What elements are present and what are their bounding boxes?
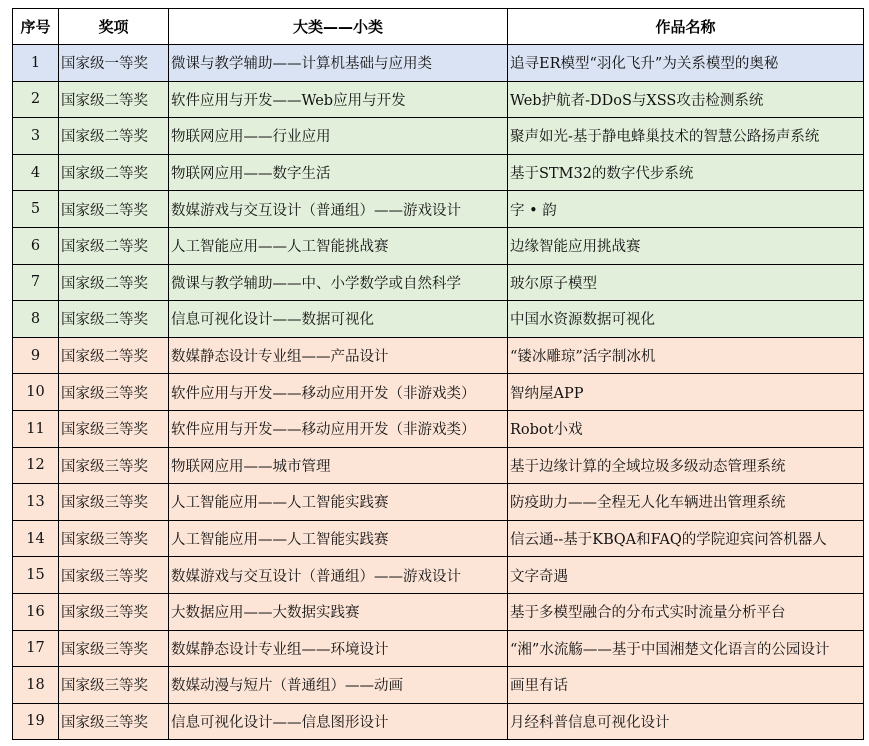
- cell-no: 12: [13, 447, 59, 484]
- cell-award: 国家级二等奖: [59, 154, 169, 191]
- header-award: 奖项: [59, 9, 169, 45]
- table-row: [13, 557, 864, 594]
- cell-category: 信息可视化设计——信息图形设计: [169, 703, 508, 740]
- cell-work: 智纳屋APP: [508, 374, 864, 411]
- table-row: [13, 118, 864, 155]
- cell-no: 4: [13, 154, 59, 191]
- cell-category: 人工智能应用——人工智能实践赛: [169, 484, 508, 521]
- cell-no: 5: [13, 191, 59, 228]
- table-row: [13, 593, 864, 630]
- cell-no: 2: [13, 81, 59, 118]
- header-row: [13, 9, 864, 45]
- cell-award: 国家级二等奖: [59, 337, 169, 374]
- cell-work: 画里有话: [508, 667, 864, 704]
- table-row: [13, 520, 864, 557]
- table-row: [13, 264, 864, 301]
- cell-category: 软件应用与开发——移动应用开发（非游戏类）: [169, 410, 508, 447]
- cell-category: 微课与教学辅助——计算机基础与应用类: [169, 45, 508, 82]
- cell-category: 数媒静态设计专业组——产品设计: [169, 337, 508, 374]
- table-row: [13, 337, 864, 374]
- cell-award: 国家级三等奖: [59, 557, 169, 594]
- cell-award: 国家级二等奖: [59, 301, 169, 338]
- cell-no: 19: [13, 703, 59, 740]
- cell-award: 国家级三等奖: [59, 703, 169, 740]
- cell-no: 13: [13, 484, 59, 521]
- cell-no: 16: [13, 593, 59, 630]
- cell-work: 防疫助力——全程无人化车辆进出管理系统: [508, 484, 864, 521]
- cell-work: “镂冰雕琼”活字制冰机: [508, 337, 864, 374]
- cell-award: 国家级二等奖: [59, 118, 169, 155]
- table-body: [13, 45, 864, 740]
- cell-award: 国家级三等奖: [59, 484, 169, 521]
- cell-no: 18: [13, 667, 59, 704]
- table-row: [13, 703, 864, 740]
- cell-category: 软件应用与开发——Web应用与开发: [169, 81, 508, 118]
- cell-category: 物联网应用——城市管理: [169, 447, 508, 484]
- cell-category: 大数据应用——大数据实践赛: [169, 593, 508, 630]
- cell-category: 物联网应用——行业应用: [169, 118, 508, 155]
- table-row: [13, 81, 864, 118]
- cell-no: 15: [13, 557, 59, 594]
- cell-work: Robot小戏: [508, 410, 864, 447]
- header-no: 序号: [13, 9, 59, 45]
- cell-category: 人工智能应用——人工智能实践赛: [169, 520, 508, 557]
- cell-work: 玻尔原子模型: [508, 264, 864, 301]
- cell-work: “湘”水流觞——基于中国湘楚文化语言的公园设计: [508, 630, 864, 667]
- cell-no: 6: [13, 227, 59, 264]
- cell-award: 国家级一等奖: [59, 45, 169, 82]
- cell-award: 国家级三等奖: [59, 447, 169, 484]
- table-row: [13, 301, 864, 338]
- cell-category: 数媒游戏与交互设计（普通组）——游戏设计: [169, 557, 508, 594]
- cell-award: 国家级二等奖: [59, 191, 169, 228]
- cell-category: 微课与教学辅助——中、小学数学或自然科学: [169, 264, 508, 301]
- cell-no: 9: [13, 337, 59, 374]
- cell-work: 中国水资源数据可视化: [508, 301, 864, 338]
- cell-no: 11: [13, 410, 59, 447]
- cell-award: 国家级二等奖: [59, 264, 169, 301]
- table-row: [13, 630, 864, 667]
- table-row: [13, 227, 864, 264]
- awards-table: [12, 8, 864, 740]
- table-row: [13, 484, 864, 521]
- cell-work: 边缘智能应用挑战赛: [508, 227, 864, 264]
- header-work: 作品名称: [508, 9, 864, 45]
- cell-award: 国家级三等奖: [59, 520, 169, 557]
- cell-award: 国家级三等奖: [59, 593, 169, 630]
- cell-category: 软件应用与开发——移动应用开发（非游戏类）: [169, 374, 508, 411]
- cell-category: 数媒静态设计专业组——环境设计: [169, 630, 508, 667]
- cell-work: 字 • 韵: [508, 191, 864, 228]
- cell-no: 14: [13, 520, 59, 557]
- table-row: [13, 447, 864, 484]
- cell-award: 国家级三等奖: [59, 374, 169, 411]
- cell-no: 1: [13, 45, 59, 82]
- cell-no: 8: [13, 301, 59, 338]
- cell-work: 聚声如光-基于静电蜂巢技术的智慧公路扬声系统: [508, 118, 864, 155]
- table-row: [13, 410, 864, 447]
- table-row: [13, 154, 864, 191]
- cell-work: 基于边缘计算的全域垃圾多级动态管理系统: [508, 447, 864, 484]
- cell-no: 10: [13, 374, 59, 411]
- cell-category: 数媒动漫与短片（普通组）——动画: [169, 667, 508, 704]
- cell-award: 国家级三等奖: [59, 667, 169, 704]
- cell-category: 数媒游戏与交互设计（普通组）——游戏设计: [169, 191, 508, 228]
- cell-work: Web护航者-DDoS与XSS攻击检测系统: [508, 81, 864, 118]
- cell-category: 人工智能应用——人工智能挑战赛: [169, 227, 508, 264]
- table-row: [13, 45, 864, 82]
- table-row: [13, 667, 864, 704]
- cell-work: 文字奇遇: [508, 557, 864, 594]
- cell-work: 追寻ER模型“羽化飞升”为关系模型的奥秘: [508, 45, 864, 82]
- cell-award: 国家级三等奖: [59, 630, 169, 667]
- header-category: 大类——小类: [169, 9, 508, 45]
- table-row: [13, 374, 864, 411]
- cell-work: 月经科普信息可视化设计: [508, 703, 864, 740]
- cell-no: 17: [13, 630, 59, 667]
- cell-award: 国家级二等奖: [59, 81, 169, 118]
- cell-category: 物联网应用——数字生活: [169, 154, 508, 191]
- cell-work: 基于STM32的数字代步系统: [508, 154, 864, 191]
- cell-work: 信云通--基于KBQA和FAQ的学院迎宾问答机器人: [508, 520, 864, 557]
- table-row: [13, 191, 864, 228]
- cell-award: 国家级三等奖: [59, 410, 169, 447]
- cell-work: 基于多模型融合的分布式实时流量分析平台: [508, 593, 864, 630]
- cell-no: 3: [13, 118, 59, 155]
- cell-no: 7: [13, 264, 59, 301]
- cell-category: 信息可视化设计——数据可视化: [169, 301, 508, 338]
- cell-award: 国家级二等奖: [59, 227, 169, 264]
